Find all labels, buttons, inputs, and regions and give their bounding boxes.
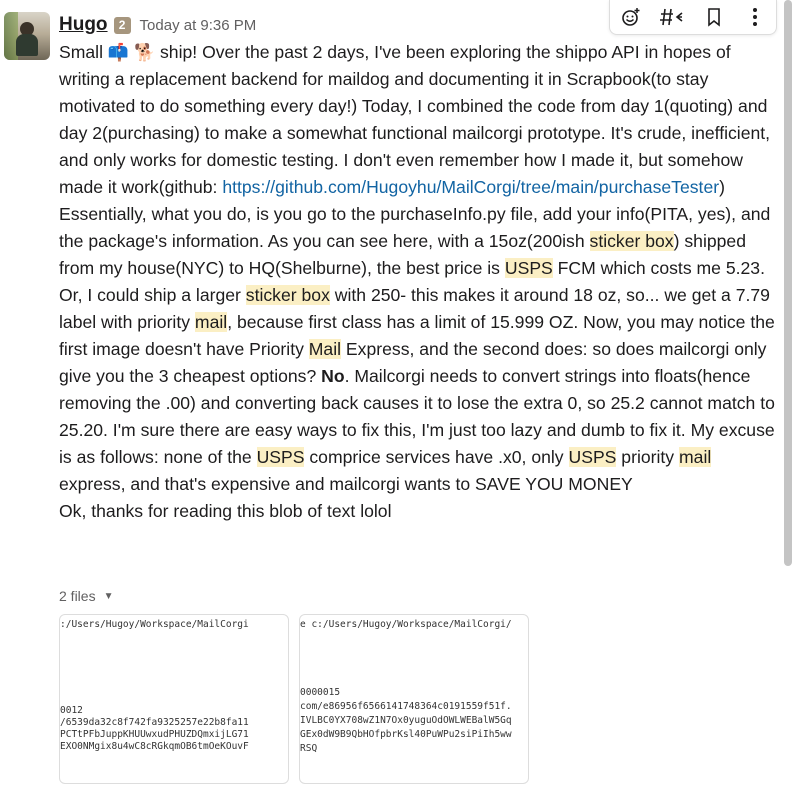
- file-thumbnail[interactable]: [59, 614, 289, 784]
- message-actions-toolbar: [609, 0, 777, 35]
- message-text: express, and that's expensive and mailcorgi wants to SAVE YOU MONEY: [59, 474, 633, 494]
- message-text: ) shipped from my house(NYC) to HQ(Shelburne), the best price is: [59, 231, 746, 278]
- file-preview-line: 0000015: [300, 687, 341, 698]
- message-text: Ok, thanks for reading this blob of text lolol: [59, 501, 392, 521]
- message-text: with 250- this makes it around 18 oz, so... we get a 7.79 label with priority: [59, 285, 770, 332]
- corgi-emoji[interactable]: 🐕: [133, 43, 156, 62]
- highlighted-keyword: mail: [679, 447, 712, 467]
- mailbox-emoji[interactable]: 📫: [107, 43, 130, 62]
- file-preview-line: com/e86956f6566141748364c0191559f51f.: [300, 701, 512, 712]
- highlighted-keyword: Mail: [308, 339, 342, 359]
- message-text: Essentially, what you do, is you go to the purchaseInfo.py file, add your info(PITA, yes), and the package's information. As you can see here, with a 15oz(200ish: [59, 204, 771, 251]
- file-preview-line: EXO0NMgix8u4wC8cRGkqmOB6tmOeKOuvF: [60, 741, 249, 752]
- github-link[interactable]: https://github.com/Hugoyhu/MailCorgi/tree/main/purchaseTester: [222, 177, 720, 197]
- message-text: ): [719, 177, 725, 197]
- file-preview-line: RSQ: [300, 743, 318, 754]
- file-preview-line: e c:/Users/Hugoy/Workspace/MailCorgi/: [300, 619, 512, 630]
- bookmark-icon[interactable]: [699, 2, 729, 32]
- highlighted-keyword: USPS: [504, 258, 553, 278]
- scrollbar[interactable]: [784, 0, 792, 566]
- more-actions-icon[interactable]: [740, 2, 770, 32]
- reply-thread-icon[interactable]: [657, 2, 687, 32]
- file-preview-line: GEx0dW9B9QbHOfpbrKsl40PuWPu2siPiIh5ww: [300, 729, 512, 740]
- message-text: priority: [616, 447, 679, 467]
- message-body: [59, 39, 781, 525]
- file-preview-line: PCTtPFbJuppKHUUwxudPHUZDQmxijLG71: [60, 729, 249, 740]
- author-name[interactable]: Hugo: [59, 14, 108, 35]
- bold-text: No: [321, 366, 345, 386]
- attachments-toggle[interactable]: [59, 588, 113, 604]
- message-text: . Mailcorgi needs to convert strings into floats(hence removing the .00) and converting back causes it to lose the extra 0, so 25.2 cannot match to 25.20. I'm sure there are easy ways to fix this, I'm just too lazy and dumb to fix it. My excuse is as follows: none of the: [59, 366, 775, 467]
- highlighted-keyword: sticker box: [245, 285, 330, 305]
- highlighted-keyword: USPS: [568, 447, 617, 467]
- message-text: Small: [59, 42, 108, 62]
- file-preview-line: :/Users/Hugoy/Workspace/MailCorgi: [60, 619, 249, 630]
- highlighted-keyword: mail: [194, 312, 228, 332]
- caret-down-icon: ▼: [103, 590, 114, 602]
- file-preview-line: /6539da32c8f742fa9325257e22b8fa11: [60, 717, 249, 728]
- status-badge: 2: [114, 17, 131, 34]
- emoji-reaction-icon[interactable]: [616, 2, 646, 32]
- message-text: , because first class has a limit of 15.999 OZ. Now, you may notice the first image doesn't have Priority: [59, 312, 775, 359]
- file-preview-line: IVLBC0YX708wZ1N7Ox0yuguOdOWLWEBalW5Gq: [300, 715, 512, 726]
- message-text: comprice services have .x0, only: [304, 447, 569, 467]
- message-header: [59, 12, 256, 38]
- file-thumbnail[interactable]: [299, 614, 529, 784]
- message-text: FCM which costs me 5.23. Or, I could ship a larger: [59, 258, 765, 305]
- avatar[interactable]: [4, 12, 50, 60]
- highlighted-keyword: USPS: [256, 447, 305, 467]
- message-text: ship! Over the past 2 days, I've been exploring the shippo API in hopes of writing a replacement backend for maildog and documenting it in Scrapbook(to stay motivated to do something every day!) Today, I combined the code from day 1(quoting) and day 2(purchasing) to make a somewhat functional mailcorgi prototype. It's crude, inefficient, and only works for domestic testing. I don't even remember how I made it, but somehow made it work(github:: [59, 42, 771, 197]
- attachments-label: 2 files: [59, 588, 96, 604]
- file-preview-line: 0012: [60, 705, 83, 716]
- timestamp[interactable]: Today at 9:36 PM: [139, 16, 257, 34]
- message-text: Express, and the second does: so does mailcorgi only give you the 3 cheapest options?: [59, 339, 767, 386]
- highlighted-keyword: sticker box: [589, 231, 674, 251]
